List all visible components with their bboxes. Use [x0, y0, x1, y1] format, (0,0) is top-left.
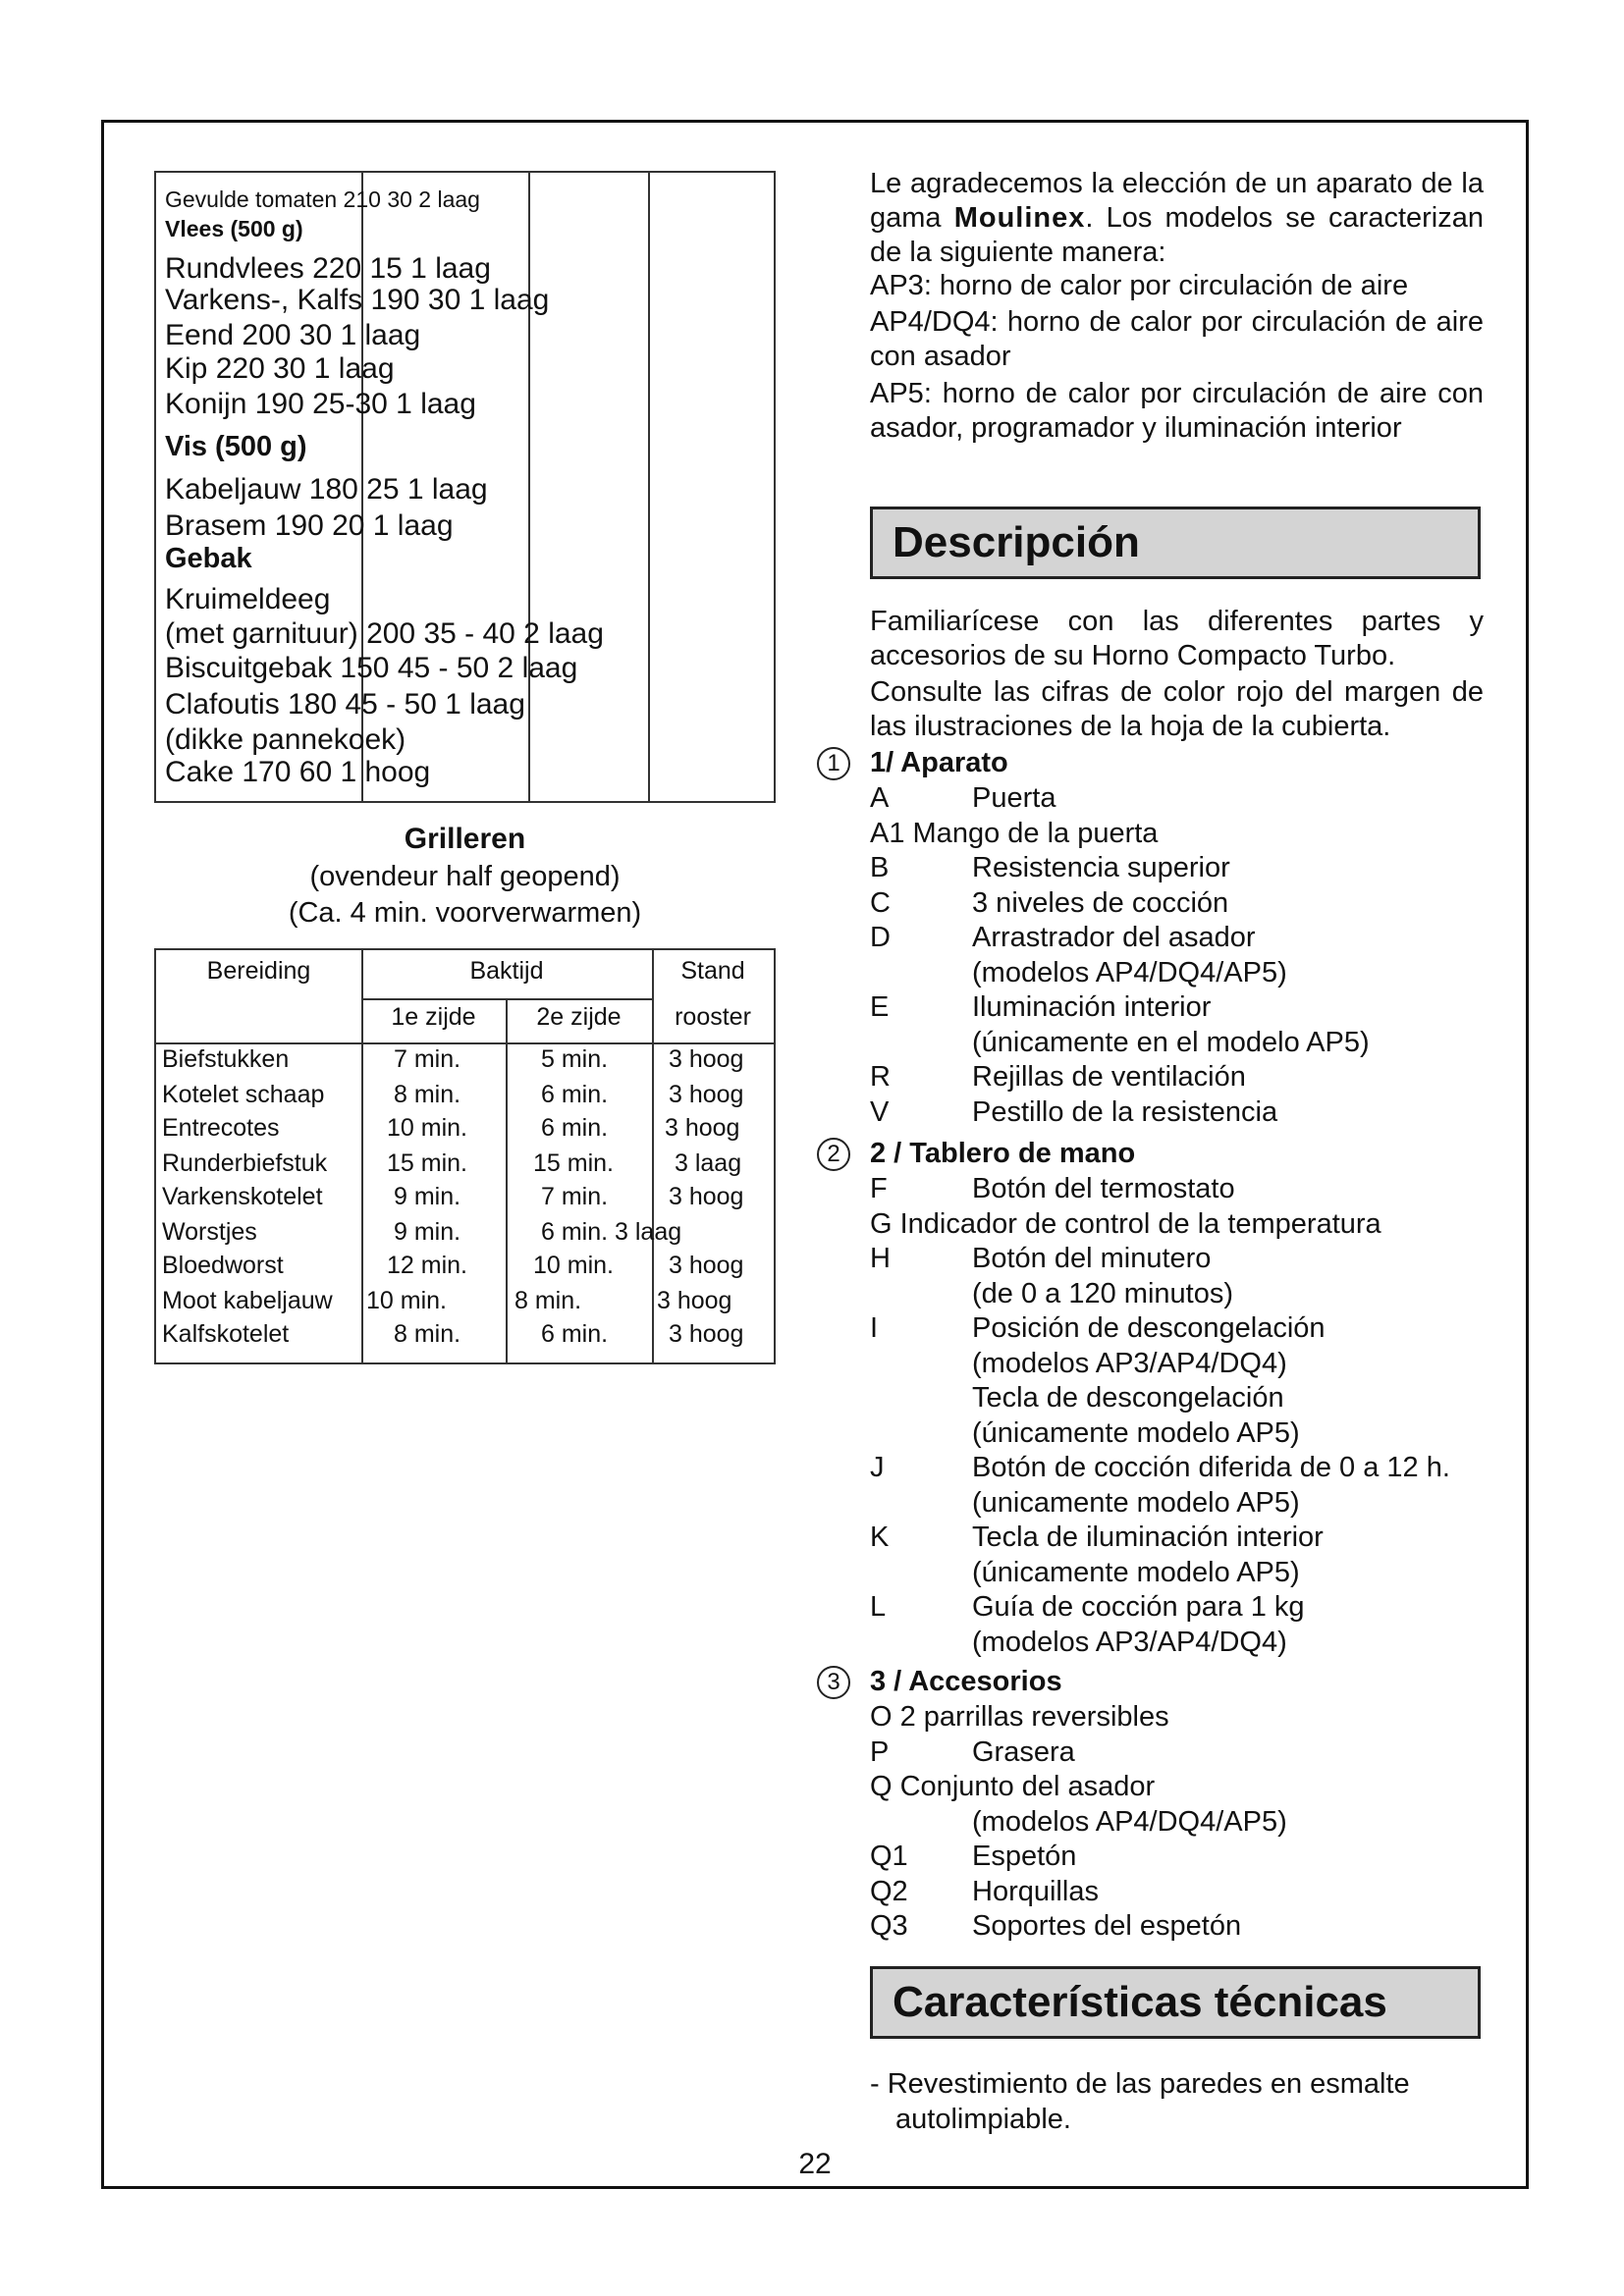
row-side2: 6 min. [541, 1081, 609, 1108]
intro-text: . Los modelos se caracterizan de la siguiente manera: [870, 202, 1484, 268]
header-side2: 2e zijde [536, 1003, 622, 1031]
list-item-value: Botón del minutero [972, 1243, 1212, 1274]
list-item [870, 1095, 1277, 1130]
grill-title: Grilleren [404, 823, 526, 855]
roasting-table [154, 171, 776, 803]
section-caracteristicas [870, 1966, 1481, 2039]
header-rooster: rooster [675, 1003, 751, 1031]
list-item-key: P [870, 1735, 890, 1768]
list-item-note: (unicamente modelo AP5) [972, 1486, 1300, 1519]
list-item-key: C [870, 886, 891, 919]
list-item [870, 1060, 1246, 1095]
list-item-key: D [870, 922, 891, 953]
section-descripcion [870, 507, 1481, 579]
row-side1: 8 min. [394, 1081, 461, 1108]
list-item-key: F [870, 1173, 888, 1204]
row-name: Moot kabeljauw [162, 1287, 333, 1314]
row-side1: 9 min. [394, 1218, 461, 1246]
list-item-key: A [870, 782, 890, 814]
list-item [870, 1590, 1305, 1625]
accesorios-heading: 3 / Accesorios [870, 1666, 1062, 1697]
list-item [870, 781, 1056, 816]
row-name: Kotelet schaap [162, 1081, 325, 1108]
number-1-icon: 1 [817, 747, 850, 780]
roast-row: Rundvlees 220 15 1 laag [165, 252, 491, 285]
roast-row: Konijn 190 25-30 1 laag [165, 388, 476, 420]
list-item-value: Horquillas [972, 1875, 1099, 1907]
list-item [870, 1770, 1155, 1804]
row-stand: 3 hoog [669, 1320, 744, 1348]
roast-row: Clafoutis 180 45 - 50 1 laag [165, 688, 525, 721]
list-item [870, 1700, 1169, 1735]
list-item [870, 1242, 1211, 1276]
list-item [870, 1875, 1099, 1909]
row-side1: 15 min. [387, 1149, 467, 1177]
list-item [870, 1172, 1235, 1206]
list-item-value: Grasera [972, 1735, 1075, 1768]
descripcion-text: Consulte las cifras de color rojo del margen de las ilustraciones de la hoja de la cubierta. [870, 676, 1484, 742]
list-item-key: O 2 parrillas reversibles [870, 1701, 1169, 1733]
row-side1: 7 min. [394, 1045, 461, 1073]
header-baktijd: Baktijd [469, 957, 544, 985]
list-item-value: Espetón [972, 1841, 1077, 1872]
row-side1: 8 min. [394, 1320, 461, 1348]
list-item-value: Resistencia superior [972, 852, 1230, 883]
roast-row: Varkens-, Kalfs 190 30 1 laag [165, 284, 550, 316]
row-name: Kalfskotelet [162, 1320, 290, 1348]
row-side2: 6 min. 3 laag [541, 1218, 682, 1246]
intro-paragraph [870, 167, 1484, 270]
list-item [870, 1207, 1381, 1242]
row-side2: 7 min. [541, 1183, 609, 1210]
caracteristicas-line: - Revestimiento de las paredes en esmalte [870, 2068, 1410, 2100]
header-bereiding: Bereiding [206, 957, 311, 985]
grill-table [154, 948, 776, 1364]
number-3-icon: 3 [817, 1666, 850, 1699]
list-item [870, 1735, 1075, 1770]
list-item-value: Soportes del espetón [972, 1910, 1242, 1942]
list-item [870, 1521, 1324, 1555]
section-title: Características técnicas [893, 1978, 1387, 2026]
list-item [870, 851, 1230, 885]
list-item-key: H [870, 1243, 891, 1274]
list-item [870, 921, 1256, 955]
model-ap3: AP3: horno de calor por circulación de aire [870, 270, 1409, 301]
row-side2: 10 min. [533, 1252, 614, 1279]
list-item-note: (modelos AP3/AP4/DQ4) [972, 1347, 1287, 1379]
row-stand: 3 hoog [657, 1287, 732, 1314]
list-item [870, 1840, 1076, 1874]
roast-row: (dikke pannekoek) [165, 723, 406, 756]
list-item-value: Guía de cocción para 1 kg [972, 1591, 1305, 1623]
list-item-value: Arrastrador del asador [972, 922, 1256, 953]
roast-category: Vlees (500 g) [165, 216, 303, 241]
roast-row: Kabeljauw 180 25 1 laag [165, 473, 488, 506]
list-item-key: V [870, 1095, 890, 1128]
roast-row: Gevulde tomaten 210 30 2 laag [165, 187, 480, 212]
row-side1: 12 min. [387, 1252, 467, 1279]
list-item-value: Botón de cocción diferida de 0 a 12 h. [972, 1452, 1450, 1483]
grill-note: (Ca. 4 min. voorverwarmen) [288, 897, 642, 929]
tablero-heading: 2 / Tablero de mano [870, 1138, 1136, 1169]
row-name: Varkenskotelet [162, 1183, 323, 1210]
row-name: Biefstukken [162, 1045, 290, 1073]
row-stand: 3 laag [675, 1149, 742, 1177]
list-item-key: Q1 [870, 1841, 908, 1872]
number-2-icon: 2 [817, 1138, 850, 1171]
list-item-key: B [870, 852, 890, 883]
list-item-key: G Indicador de control de la temperatura [870, 1207, 1381, 1240]
roast-row: Kip 220 30 1 laag [165, 352, 395, 385]
aparato-heading: 1/ Aparato [870, 747, 1008, 778]
list-item-key: K [870, 1522, 890, 1553]
model-ap4: AP4/DQ4: horno de calor por circulación de aire con asador [870, 306, 1484, 372]
list-item-note: (modelos AP3/AP4/DQ4) [972, 1626, 1287, 1658]
roast-row: Brasem 190 20 1 laag [165, 509, 454, 542]
list-item [870, 817, 1158, 851]
list-item-note: (modelos AP4/DQ4/AP5) [972, 956, 1287, 988]
list-item-key: L [870, 1591, 887, 1623]
list-item-key: Q2 [870, 1875, 908, 1907]
header-side1: 1e zijde [391, 1003, 476, 1031]
roast-row: Biscuitgebak 150 45 - 50 2 laag [165, 652, 578, 684]
list-item-key: I [870, 1312, 879, 1344]
intro-text: Le agradecemos la elección de un aparato de la gama [870, 168, 1484, 234]
list-item-value: Tecla de iluminación interior [972, 1522, 1324, 1553]
list-item-key: A1 Mango de la puerta [870, 817, 1159, 849]
row-name: Bloedworst [162, 1252, 284, 1279]
list-item-key: E [870, 991, 890, 1023]
roast-row: Kruimeldeeg [165, 583, 331, 615]
list-item-value: Iluminación interior [972, 991, 1212, 1023]
list-item-value: Botón del termostato [972, 1173, 1235, 1204]
model-ap5: AP5: horno de calor por circulación de aire con asador, programador y iluminación interior [870, 378, 1484, 444]
list-item-key: Q3 [870, 1910, 908, 1942]
roast-category: Gebak [165, 543, 252, 574]
list-item-note: (únicamente en el modelo AP5) [972, 1026, 1370, 1058]
row-name: Worstjes [162, 1218, 257, 1246]
list-item [870, 990, 1211, 1025]
row-stand: 3 hoog [669, 1252, 744, 1279]
section-title: Descripción [893, 518, 1140, 566]
roast-row: (met garnituur) 200 35 - 40 2 laag [165, 617, 604, 650]
list-item [870, 1451, 1450, 1485]
descripcion-text: Familiarícese con las diferentes partes y accesorios de su Horno Compacto Turbo. [870, 606, 1484, 671]
roast-category: Vis (500 g) [165, 431, 307, 462]
list-item [870, 886, 1228, 921]
row-side1: 10 min. [387, 1114, 467, 1142]
list-item-note: Tecla de descongelación [972, 1382, 1284, 1414]
list-item-value: 3 niveles de cocción [972, 886, 1229, 919]
row-side1: 10 min. [366, 1287, 447, 1314]
row-stand: 3 hoog [669, 1081, 744, 1108]
list-item-key: Q Conjunto del asador [870, 1771, 1156, 1802]
row-side2: 5 min. [541, 1045, 609, 1073]
list-item-note: (modelos AP4/DQ4/AP5) [972, 1805, 1287, 1838]
row-name: Runderbiefstuk [162, 1149, 328, 1177]
list-item-value: Rejillas de ventilación [972, 1061, 1246, 1093]
brand-name: Moulinex [953, 202, 1086, 234]
table-divider [648, 173, 650, 801]
page-number: 22 [798, 2148, 832, 2180]
list-item-key: R [870, 1061, 891, 1093]
list-item-value: Posición de descongelación [972, 1312, 1326, 1344]
row-side2: 15 min. [533, 1149, 614, 1177]
row-stand: 3 hoog [669, 1045, 744, 1073]
list-item-key: J [870, 1452, 885, 1483]
roast-row: Cake 170 60 1 hoog [165, 756, 431, 788]
list-item-value: Puerta [972, 782, 1056, 814]
list-item-value: Pestillo de la resistencia [972, 1095, 1278, 1128]
table-divider [506, 998, 508, 1362]
caracteristicas-line: autolimpiable. [895, 2104, 1071, 2135]
row-side1: 9 min. [394, 1183, 461, 1210]
list-item-note: (únicamente modelo AP5) [972, 1556, 1300, 1588]
list-item [870, 1311, 1326, 1346]
row-stand: 3 hoog [665, 1114, 740, 1142]
table-divider [361, 998, 652, 1000]
list-item-note: (de 0 a 120 minutos) [972, 1277, 1233, 1309]
row-side2: 6 min. [541, 1114, 609, 1142]
row-name: Entrecotes [162, 1114, 280, 1142]
row-side2: 6 min. [541, 1320, 609, 1348]
roast-row: Eend 200 30 1 laag [165, 319, 421, 351]
list-item [870, 1909, 1241, 1944]
row-side2: 8 min. [514, 1287, 582, 1314]
list-item-note: (únicamente modelo AP5) [972, 1416, 1300, 1449]
table-divider [528, 173, 530, 801]
grill-note: (ovendeur half geopend) [309, 861, 621, 892]
row-stand: 3 hoog [669, 1183, 744, 1210]
header-stand: Stand [680, 957, 745, 985]
